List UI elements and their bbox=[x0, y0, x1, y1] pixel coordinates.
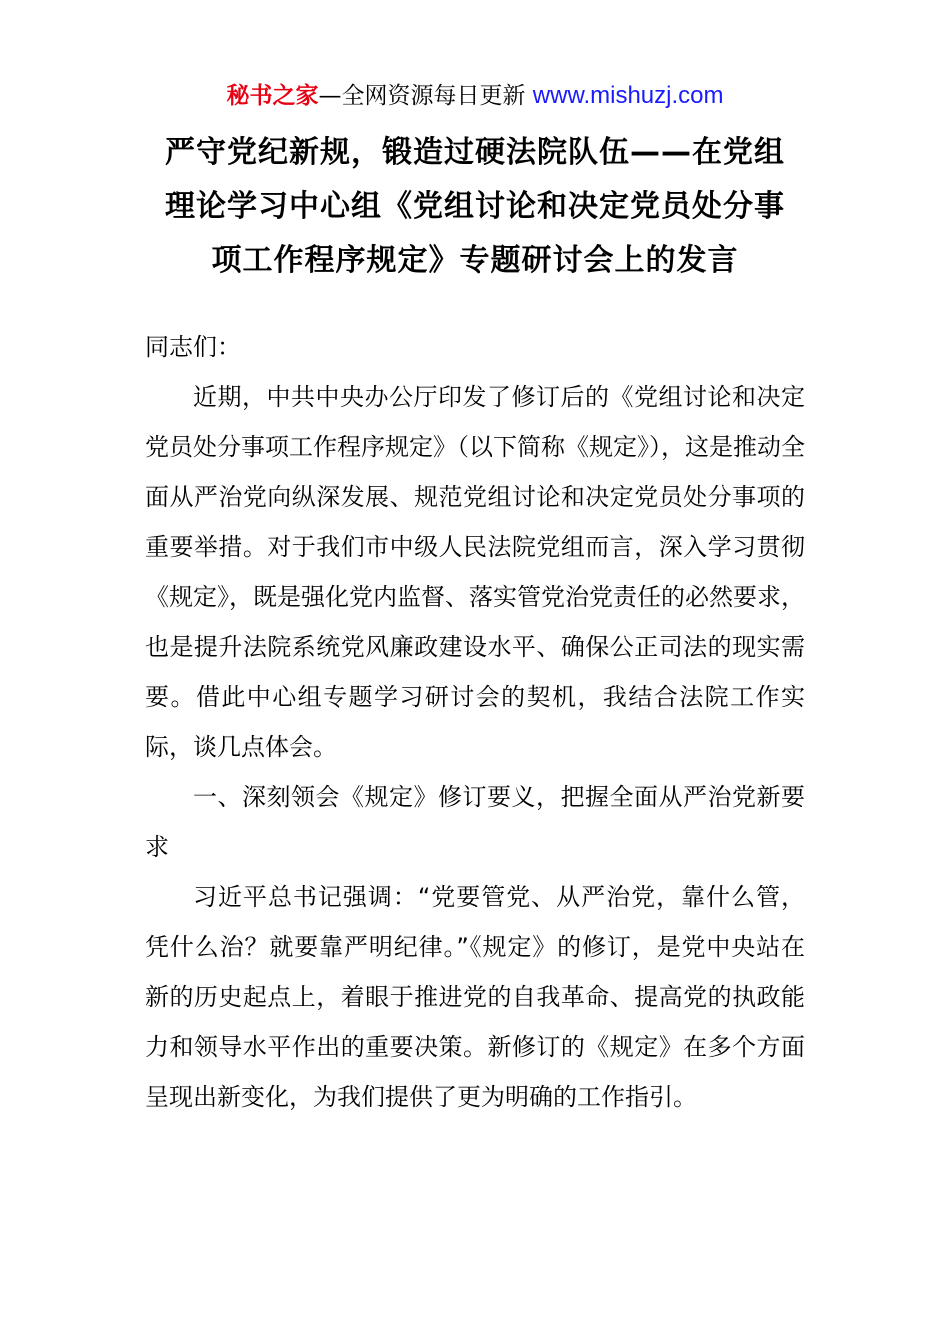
brand-name: 秘书之家 bbox=[226, 83, 319, 109]
title-line-3: 项工作程序规定》专题研讨会上的发言 bbox=[211, 243, 739, 278]
paragraph-section-1: 习近平总书记强调：“党要管党、从严治党，靠什么管，凭什么治？就要靠严明纪律。”《规定》的修订，是党中央站在新的历史起点上，着眼于推进党的自我革命、提高党的执政能力和领导水平作出的重要决策。新修订的《规定》在多个方面呈现出新变化，为我们提供了更为明确的工作指引。 bbox=[145, 883, 805, 1111]
header-tagline: —全网资源每日更新 bbox=[318, 83, 533, 109]
paragraph-intro: 近期，中共中央办公厅印发了修订后的《党组讨论和决定党员处分事项工作程序规定》（以下简称《规定》），这是推动全面从严治党向纵深发展、规范党组讨论和决定党员处分事项的重要举措。对于我们市中级人民法院党组而言，深入学习贯彻《规定》，既是强化党内监督、落实管党治党责任的必然要求，也是提升法院系统党风廉政建设水平、确保公正司法的现实需要。借此中心组专题学习研讨会的契机，我结合法院工作实际，谈几点体会。 bbox=[145, 383, 805, 761]
site-header-banner bbox=[0, 80, 950, 112]
site-url-link[interactable]: www.mishuzj.com bbox=[532, 82, 724, 109]
document-title bbox=[140, 126, 810, 288]
salutation: 同志们： bbox=[145, 333, 241, 361]
title-line-1: 严守党纪新规，锻造过硬法院队伍——在党组 bbox=[165, 135, 785, 170]
title-line-2: 理论学习中心组《党组讨论和决定党员处分事 bbox=[165, 189, 785, 224]
section-heading-1: 一、深刻领会《规定》修订要义，把握全面从严治党新要求 bbox=[145, 783, 805, 861]
document-body bbox=[145, 322, 805, 1122]
